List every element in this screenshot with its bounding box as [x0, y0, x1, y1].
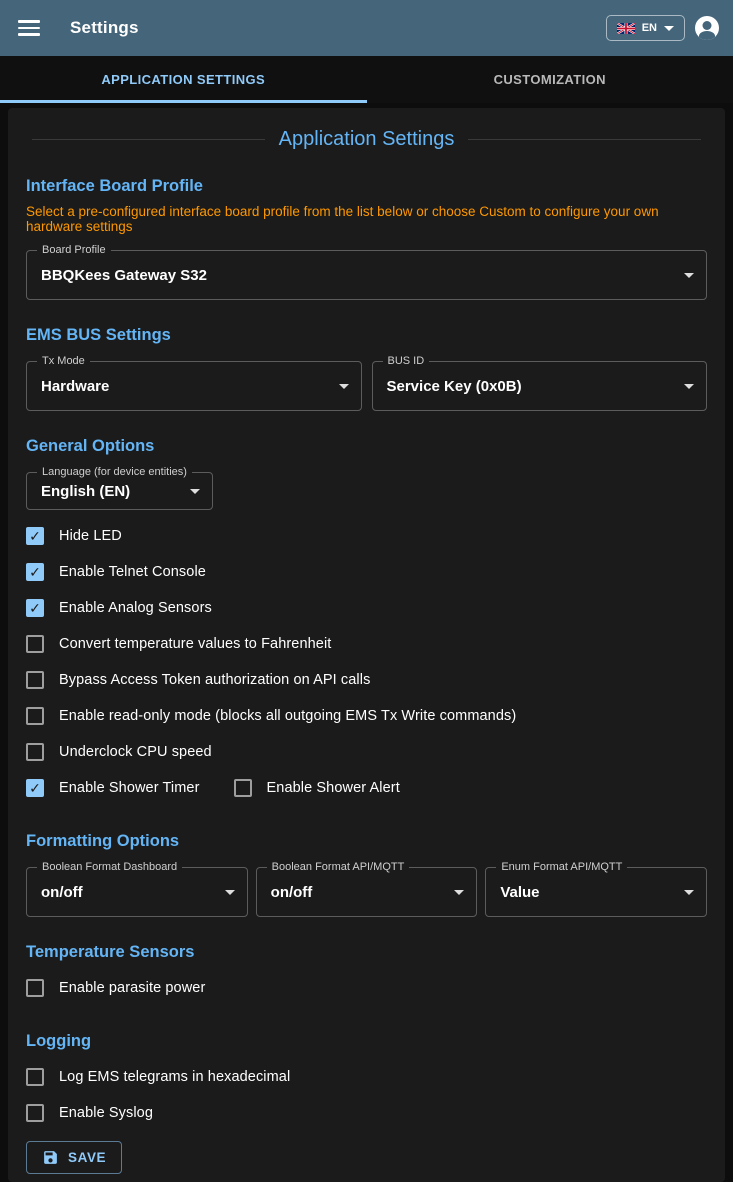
checkbox-unchecked-icon[interactable]: [26, 743, 44, 761]
language-code: EN: [642, 22, 657, 34]
bus-id-value: Service Key (0x0B): [387, 378, 522, 395]
checkbox-row: [26, 734, 707, 770]
save-floppy-icon: [42, 1149, 59, 1166]
checkbox-checked-icon[interactable]: ✓: [26, 599, 44, 617]
tx-mode-label: Tx Mode: [37, 355, 90, 368]
divider: [32, 139, 265, 140]
save-button-label: SAVE: [68, 1150, 106, 1165]
boolean-format-dashboard-value: on/off: [41, 884, 83, 901]
checkbox-label: Log EMS telegrams in hexadecimal: [59, 1069, 290, 1085]
checkbox-unchecked-icon[interactable]: [26, 707, 44, 725]
checkbox-label: Enable Syslog: [59, 1105, 153, 1121]
language-entities-label: Language (for device entities): [37, 466, 192, 479]
checkbox-option-underclock-cpu-speed[interactable]: [26, 743, 212, 761]
checkbox-row: [26, 662, 707, 698]
checkbox-unchecked-icon[interactable]: [26, 1104, 44, 1122]
boolean-format-dashboard-select[interactable]: [26, 867, 248, 917]
checkbox-label: Underclock CPU speed: [59, 744, 212, 760]
page-title: Application Settings: [279, 128, 455, 151]
checkbox-option-hide-led[interactable]: [26, 527, 122, 545]
checkbox-option-convert-temperature-values-to-fahrenheit[interactable]: [26, 635, 331, 653]
checkbox-row: [26, 770, 707, 806]
tx-mode-select[interactable]: [26, 361, 362, 411]
section-heading-general: General Options: [26, 437, 707, 456]
bus-id-label: BUS ID: [383, 355, 430, 368]
section-heading-logging: Logging: [26, 1032, 707, 1051]
chevron-down-icon: [664, 26, 674, 31]
checkbox-label: Bypass Access Token authorization on API calls: [59, 672, 370, 688]
section-heading-interface-board: Interface Board Profile: [26, 177, 707, 196]
checkbox-unchecked-icon[interactable]: [26, 1068, 44, 1086]
logging-checkboxes: [26, 1059, 707, 1131]
app-title: Settings: [70, 18, 139, 38]
checkbox-checked-icon[interactable]: ✓: [26, 563, 44, 581]
checkbox-checked-icon[interactable]: ✓: [26, 527, 44, 545]
checkbox-label: Hide LED: [59, 528, 122, 544]
checkbox-label: Convert temperature values to Fahrenheit: [59, 636, 331, 652]
board-profile-label: Board Profile: [37, 244, 111, 257]
checkbox-row: [26, 590, 707, 626]
checkbox-label: Enable Analog Sensors: [59, 600, 212, 616]
checkbox-option-enable-telnet-console[interactable]: [26, 563, 206, 581]
checkbox-row: [26, 1059, 707, 1095]
enum-format-api-value: Value: [500, 884, 539, 901]
checkbox-unchecked-icon[interactable]: [26, 671, 44, 689]
dropdown-arrow-icon: [225, 890, 235, 895]
checkbox-unchecked-icon[interactable]: [26, 635, 44, 653]
checkbox-row: [26, 970, 707, 1006]
enum-format-api-label: Enum Format API/MQTT: [496, 861, 627, 874]
checkbox-label: Enable Shower Timer: [59, 780, 200, 796]
checkbox-label: Enable parasite power: [59, 980, 205, 996]
checkbox-row: [26, 1095, 707, 1131]
dropdown-arrow-icon: [684, 384, 694, 389]
tab-application-settings[interactable]: APPLICATION SETTINGS: [0, 56, 367, 103]
language-entities-select[interactable]: [26, 472, 213, 510]
boolean-format-api-select[interactable]: [256, 867, 478, 917]
checkbox-option-enable-parasite-power[interactable]: [26, 979, 205, 997]
tx-mode-value: Hardware: [41, 378, 109, 395]
boolean-format-dashboard-label: Boolean Format Dashboard: [37, 861, 182, 874]
page-title-row: [32, 128, 701, 151]
checkbox-row: [26, 626, 707, 662]
checkbox-option-enable-shower-alert[interactable]: [234, 779, 400, 797]
checkbox-label: Enable Shower Alert: [267, 780, 400, 796]
checkbox-option-log-ems-telegrams-in-hexadecimal[interactable]: [26, 1068, 290, 1086]
settings-card: [8, 108, 725, 1182]
app-bar: [0, 0, 733, 56]
checkbox-option-enable-analog-sensors[interactable]: [26, 599, 212, 617]
checkbox-row: [26, 518, 707, 554]
menu-icon[interactable]: [18, 20, 40, 36]
checkbox-label: Enable Telnet Console: [59, 564, 206, 580]
tab-customization[interactable]: CUSTOMIZATION: [367, 56, 733, 103]
checkbox-option-enable-syslog[interactable]: [26, 1104, 153, 1122]
language-entities-value: English (EN): [41, 483, 130, 500]
section-heading-formatting: Formatting Options: [26, 832, 707, 851]
checkbox-unchecked-icon[interactable]: [26, 979, 44, 997]
boolean-format-api-value: on/off: [271, 884, 313, 901]
checkbox-unchecked-icon[interactable]: [234, 779, 252, 797]
language-selector[interactable]: [606, 15, 685, 41]
bus-id-select[interactable]: [372, 361, 708, 411]
save-button[interactable]: [26, 1141, 122, 1174]
board-profile-select[interactable]: [26, 250, 707, 300]
checkbox-row: [26, 554, 707, 590]
boolean-format-api-label: Boolean Format API/MQTT: [267, 861, 410, 874]
checkbox-row: [26, 698, 707, 734]
account-circle-icon[interactable]: [695, 16, 719, 40]
uk-flag-icon: [617, 23, 635, 34]
dropdown-arrow-icon: [339, 384, 349, 389]
dropdown-arrow-icon: [684, 273, 694, 278]
section-heading-ems-bus: EMS BUS Settings: [26, 326, 707, 345]
section-heading-temperature: Temperature Sensors: [26, 943, 707, 962]
checkbox-option-enable-read-only-mode-blocks-all-outgoing-ems-tx-write-commands[interactable]: [26, 707, 516, 725]
board-profile-note: Select a pre-configured interface board profile from the list below or choose Custom to configure your own hardware settings: [26, 204, 707, 234]
checkbox-checked-icon[interactable]: ✓: [26, 779, 44, 797]
dropdown-arrow-icon: [454, 890, 464, 895]
general-options-checkboxes: [26, 518, 707, 806]
checkbox-option-enable-shower-timer[interactable]: [26, 779, 200, 797]
divider: [468, 139, 701, 140]
checkbox-option-bypass-access-token-authorization-on-api-calls[interactable]: [26, 671, 370, 689]
dropdown-arrow-icon: [684, 890, 694, 895]
board-profile-value: BBQKees Gateway S32: [41, 267, 207, 284]
dropdown-arrow-icon: [190, 489, 200, 494]
checkbox-label: Enable read-only mode (blocks all outgoing EMS Tx Write commands): [59, 708, 516, 724]
enum-format-api-select[interactable]: [485, 867, 707, 917]
temperature-checkboxes: [26, 970, 707, 1006]
tab-bar: [0, 56, 733, 103]
